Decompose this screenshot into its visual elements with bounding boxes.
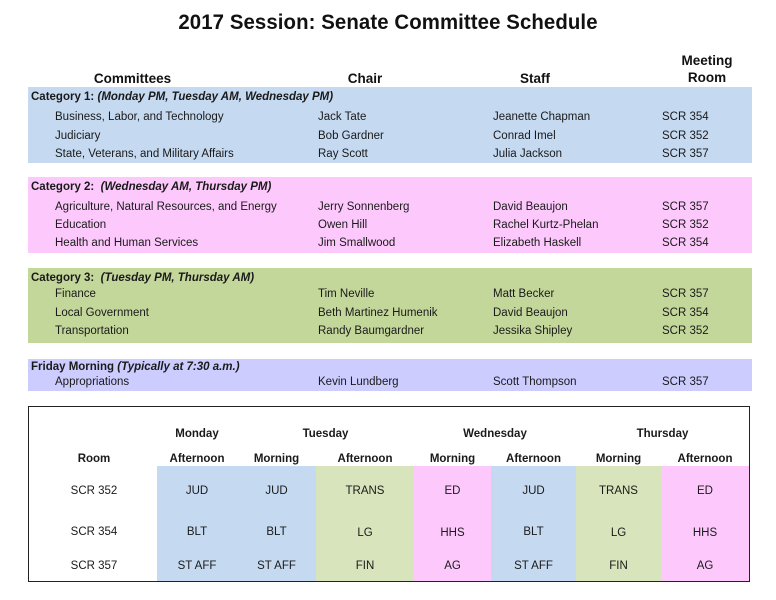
chair-name: Jerry Sonnenberg [318,201,410,213]
grid-cell: LG [357,527,373,539]
period-header: Morning [253,453,300,465]
staff-name: Jessika Shipley [493,325,573,337]
chair-name: Bob Gardner [318,130,384,142]
committee-row [28,325,752,343]
grid-cell: AG [696,560,714,572]
grid-cell: JUD [265,485,288,497]
meeting-room: SCR 352 [662,219,709,231]
day-monday: Monday [175,428,219,440]
grid-cell: JUD [185,485,209,497]
period-header: Morning [595,453,642,465]
committee-row [28,376,752,394]
staff-name: Conrad Imel [493,130,556,142]
committee-name: Local Government [55,307,149,319]
committee-name: Judiciary [55,130,101,142]
committee-row [28,130,752,148]
meeting-room: SCR 354 [662,307,709,319]
room-label: SCR 357 [70,560,118,572]
grid-cell: ED [444,485,461,497]
committee-name: Finance [55,288,96,300]
room-header: Room [77,453,111,465]
grid-cell: BLT [266,526,287,538]
page-title: 2017 Session: Senate Committee Schedule [178,11,598,34]
meeting-room: SCR 352 [662,325,709,337]
grid-cell: FIN [609,560,628,572]
committee-row [28,148,752,166]
committee-name: Education [55,219,107,231]
committee-name: Transportation [55,325,129,337]
period-header: Afternoon [506,453,561,465]
meeting-room: SCR 354 [662,237,709,249]
period-header: Afternoon [169,453,225,465]
grid-cell: ED [697,485,713,497]
category-3-section [28,268,752,343]
category-3-title: Category 3: (Tuesday PM, Thursday AM) [31,272,255,284]
meeting-room: SCR 354 [662,111,709,123]
grid-cell: TRANS [599,485,638,497]
chair-name: Jim Smallwood [318,237,396,249]
staff-name: David Beaujon [493,201,568,213]
header-staff: Staff [520,71,550,86]
meeting-room: SCR 352 [662,130,709,142]
meeting-room: SCR 357 [662,201,709,213]
grid-cell: TRANS [345,485,385,497]
chair-name: Randy Baumgardner [318,325,425,337]
room-label: SCR 354 [70,526,118,538]
room-schedule-grid [28,406,750,582]
header-meeting-label: Meeting [681,53,733,68]
chair-name: Beth Martinez Humenik [318,307,438,319]
staff-name: Elizabeth Haskell [493,237,582,249]
committee-row [28,111,752,129]
header-room-label: Room [687,70,727,85]
meeting-room: SCR 357 [662,288,709,300]
grid-cell: LG [610,527,627,539]
staff-name: Scott Thompson [493,376,577,388]
committee-name: Health and Human Services [55,237,199,249]
category-2-title: Category 2: (Wednesday AM, Thursday PM) [31,181,272,193]
period-header: Afternoon [337,453,393,465]
category-1-title: Category 1: (Monday PM, Tuesday AM, Wednesday PM) [31,91,334,103]
staff-name: Jeanette Chapman [493,111,591,123]
chair-name: Jack Tate [318,111,367,123]
chair-name: Kevin Lundberg [318,376,399,388]
committee-name: Agriculture, Natural Resources, and Energy [55,201,277,213]
meeting-room: SCR 357 [662,148,709,160]
friday-section [28,359,752,391]
grid-cell: AG [444,560,461,572]
staff-name: Julia Jackson [493,148,563,160]
day-tuesday: Tuesday [302,428,349,440]
committee-row [28,237,752,255]
chair-name: Owen Hill [318,219,368,231]
chair-name: Ray Scott [318,148,368,160]
period-header: Morning [429,453,476,465]
chair-name: Tim Neville [318,288,375,300]
day-thursday: Thursday [636,428,689,440]
committee-row [28,201,752,219]
room-label: SCR 352 [70,485,118,497]
friday-title: Friday Morning (Typically at 7:30 a.m.) [31,361,240,373]
grid-cell: ST AFF [257,560,296,572]
category-2-section [28,177,752,253]
committee-row [28,219,752,237]
grid-cell: ST AFF [177,560,217,572]
grid-cell: HHS [440,527,465,539]
grid-cell: FIN [355,560,375,572]
committee-name: Appropriations [55,376,130,388]
header-meeting-room [672,52,742,86]
day-wednesday: Wednesday [463,428,527,440]
header-committees: Committees [93,71,172,86]
grid-cell: JUD [522,485,545,497]
staff-name: Matt Becker [493,288,555,300]
grid-cell: ST AFF [514,560,553,572]
grid-cell: BLT [523,526,544,538]
grid-cell: HHS [692,527,718,539]
header-chair: Chair [347,71,383,86]
staff-name: David Beaujon [493,307,568,319]
committee-row [28,307,752,325]
grid-cell: BLT [186,526,208,538]
committee-name: State, Veterans, and Military Affairs [55,148,234,160]
period-header: Afternoon [677,453,733,465]
staff-name: Rachel Kurtz-Phelan [493,219,599,231]
committee-name: Business, Labor, and Technology [55,111,224,123]
meeting-room: SCR 357 [662,376,709,388]
committee-row [28,288,752,306]
category-1-section [28,87,752,163]
